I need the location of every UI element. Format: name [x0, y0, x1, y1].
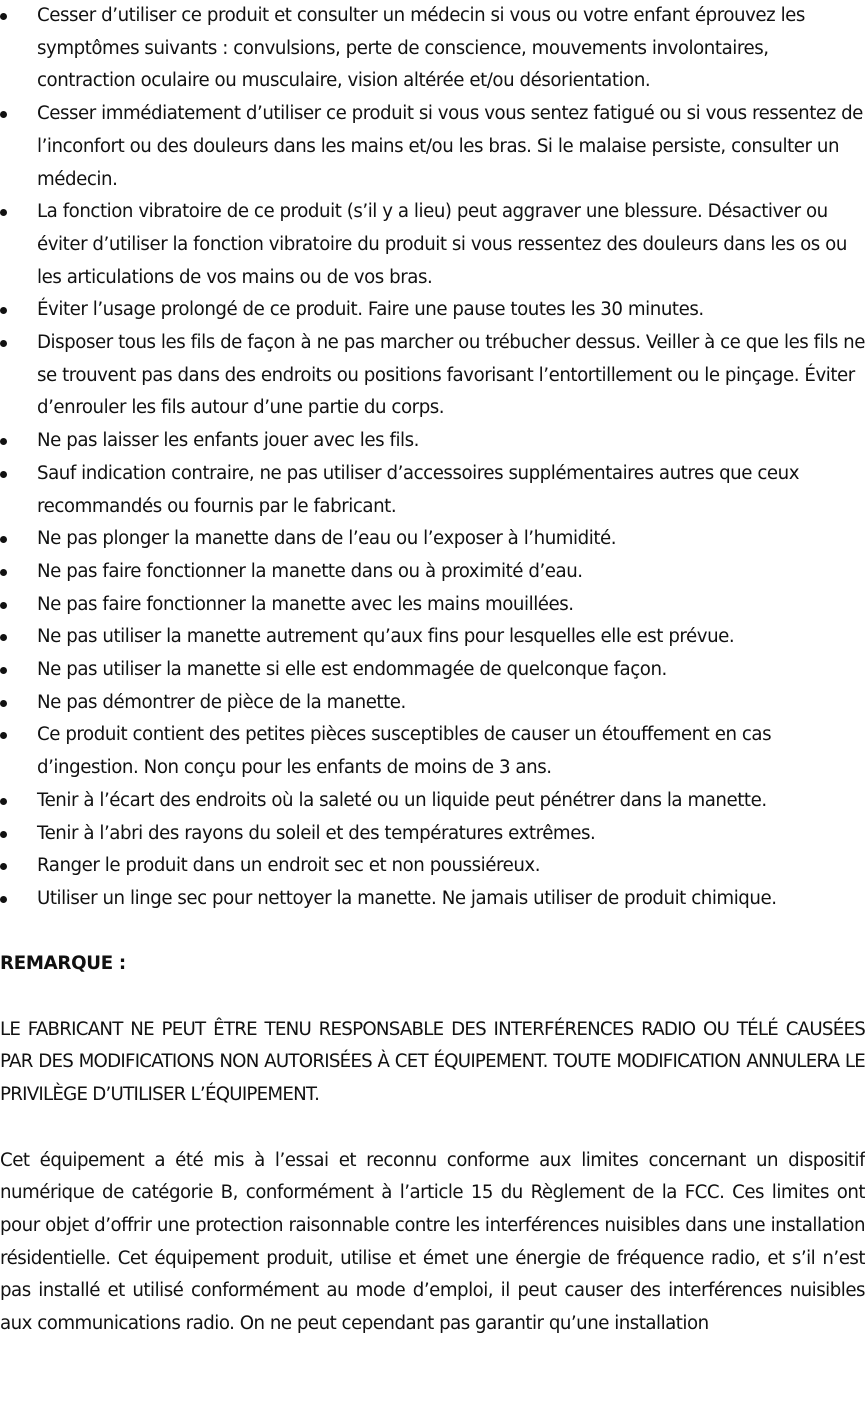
- bullet-item: [0, 687, 865, 720]
- bullet-item: [0, 719, 865, 784]
- bullet-item: [0, 458, 865, 523]
- bullet-item: [0, 621, 865, 654]
- bullet-dot-icon: [0, 340, 7, 347]
- bullet-text: Ne pas plonger la manette dans de l’eau ou l’exposer à l’humidité.: [37, 528, 617, 550]
- bullet-dot-icon: [0, 438, 7, 445]
- bullet-item: [0, 654, 865, 687]
- bullet-item: [0, 785, 865, 818]
- bullet-item: [0, 0, 865, 98]
- bullet-text: Éviter l’usage prolongé de ce produit. Faire une pause toutes les 30 minutes.: [37, 299, 704, 321]
- bullet-item: [0, 556, 865, 589]
- bullet-dot-icon: [0, 569, 7, 576]
- bullet-dot-icon: [0, 732, 7, 739]
- bullet-item: [0, 294, 865, 327]
- bullet-text: Ne pas démontrer de pièce de la manette.: [37, 691, 406, 713]
- bullet-dot-icon: [0, 798, 7, 805]
- bullet-text: Ce produit contient des petites pièces susceptibles de causer un étouffement en cas d’ingestion. Non conçu pour les enfants de moins de 3 ans.: [37, 724, 772, 779]
- remarque-heading: REMARQUE :: [0, 953, 126, 975]
- bullet-text: Sauf indication contraire, ne pas utiliser d’accessoires supplémentaires autres que ceux recommandés ou fournis par le fabricant.: [37, 462, 800, 517]
- bullet-text: Utiliser un linge sec pour nettoyer la manette. Ne jamais utiliser de produit chimique.: [37, 887, 777, 909]
- bullet-text: Cesser d’utiliser ce produit et consulter un médecin si vous ou votre enfant éprouvez les symptômes suivants : convulsions, perte de conscience, mouvements involontaires, contraction oculaire ou musculaire, vision altérée et/ou désorientation.: [37, 5, 805, 92]
- bullet-text: Tenir à l’écart des endroits où la saleté ou un liquide peut pénétrer dans la manette.: [37, 789, 767, 811]
- bullet-item: [0, 818, 865, 851]
- bullet-dot-icon: [0, 831, 7, 838]
- bullet-item: [0, 523, 865, 556]
- bullet-text: Ne pas utiliser la manette autrement qu’aux fins pour lesquelles elle est prévue.: [37, 626, 735, 648]
- bullet-dot-icon: [0, 863, 7, 870]
- bullet-dot-icon: [0, 307, 7, 314]
- bullet-text: Ne pas faire fonctionner la manette avec les mains mouillées.: [37, 593, 574, 615]
- bullet-text: Disposer tous les fils de façon à ne pas marcher ou trébucher dessus. Veiller à ce que les fils ne se trouvent pas dans des endroits ou positions favorisant l’entortillement ou le pinçage. Éviter d’enrouler les fils autour d’une partie du corps.: [37, 332, 865, 419]
- bullet-dot-icon: [0, 896, 7, 903]
- bullet-text: Tenir à l’abri des rayons du soleil et des températures extrêmes.: [37, 822, 596, 844]
- bullet-dot-icon: [0, 536, 7, 543]
- bullet-text: Cesser immédiatement d’utiliser ce produit si vous vous sentez fatigué ou si vous ressentez de l’inconfort ou des douleurs dans les mains et/ou les bras. Si le malaise persiste, consulter un médecin.: [37, 103, 863, 190]
- bullet-dot-icon: [0, 471, 7, 478]
- bullet-dot-icon: [0, 13, 7, 20]
- bullet-item: [0, 196, 865, 294]
- manufacturer-warning-paragraph: LE FABRICANT NE PEUT ÊTRE TENU RESPONSABLE DES INTERFÉRENCES RADIO OU TÉLÉ CAUSÉES PAR DES MODIFICATIONS NON AUTORISÉES À CET ÉQUIPEMENT. TOUTE MODIFICATION ANNULERA LE PRIVILÈGE D’UTILISER L’ÉQUIPEMENT.: [0, 1018, 865, 1106]
- bullet-text: Ne pas faire fonctionner la manette dans ou à proximité d’eau.: [37, 560, 583, 582]
- bullet-dot-icon: [0, 634, 7, 641]
- bullet-text: Ne pas laisser les enfants jouer avec les fils.: [37, 430, 420, 452]
- bullet-item: [0, 327, 865, 425]
- bullet-text: La fonction vibratoire de ce produit (s’il y a lieu) peut aggraver une blessure. Désactiver ou éviter d’utiliser la fonction vibratoire du produit si vous ressentez des douleurs dans les os ou les articulations de vos mains ou de vos bras.: [37, 201, 847, 288]
- bullet-dot-icon: [0, 602, 7, 609]
- bullet-dot-icon: [0, 111, 7, 118]
- bullet-text: Ne pas utiliser la manette si elle est endommagée de quelconque façon.: [37, 659, 667, 681]
- bullet-item: [0, 850, 865, 883]
- bullet-item: [0, 883, 865, 916]
- bullet-dot-icon: [0, 667, 7, 674]
- fcc-compliance-paragraph: Cet équipement a été mis à l’essai et reconnu conforme aux limites concernant un dispositif numérique de catégorie B, conformément à l’article 15 du Règlement de la FCC. Ces limites ont pour objet d’offrir une protection raisonnable contre les interférences nuisibles dans une installation résidentielle. Cet équipement produit, utilise et émet une énergie de fréquence radio, et s’il n’est pas installé et utilisé conformément au mode d’emploi, il peut causer des interférences nuisibles aux communications radio. On ne peut cependant pas garantir qu’une installation: [0, 1149, 865, 1335]
- bullet-dot-icon: [0, 209, 7, 216]
- bullet-item: [0, 425, 865, 458]
- bullet-dot-icon: [0, 700, 7, 707]
- bullet-text: Ranger le produit dans un endroit sec et non poussiéreux.: [37, 855, 541, 877]
- bullet-item: [0, 98, 865, 196]
- bullet-item: [0, 589, 865, 622]
